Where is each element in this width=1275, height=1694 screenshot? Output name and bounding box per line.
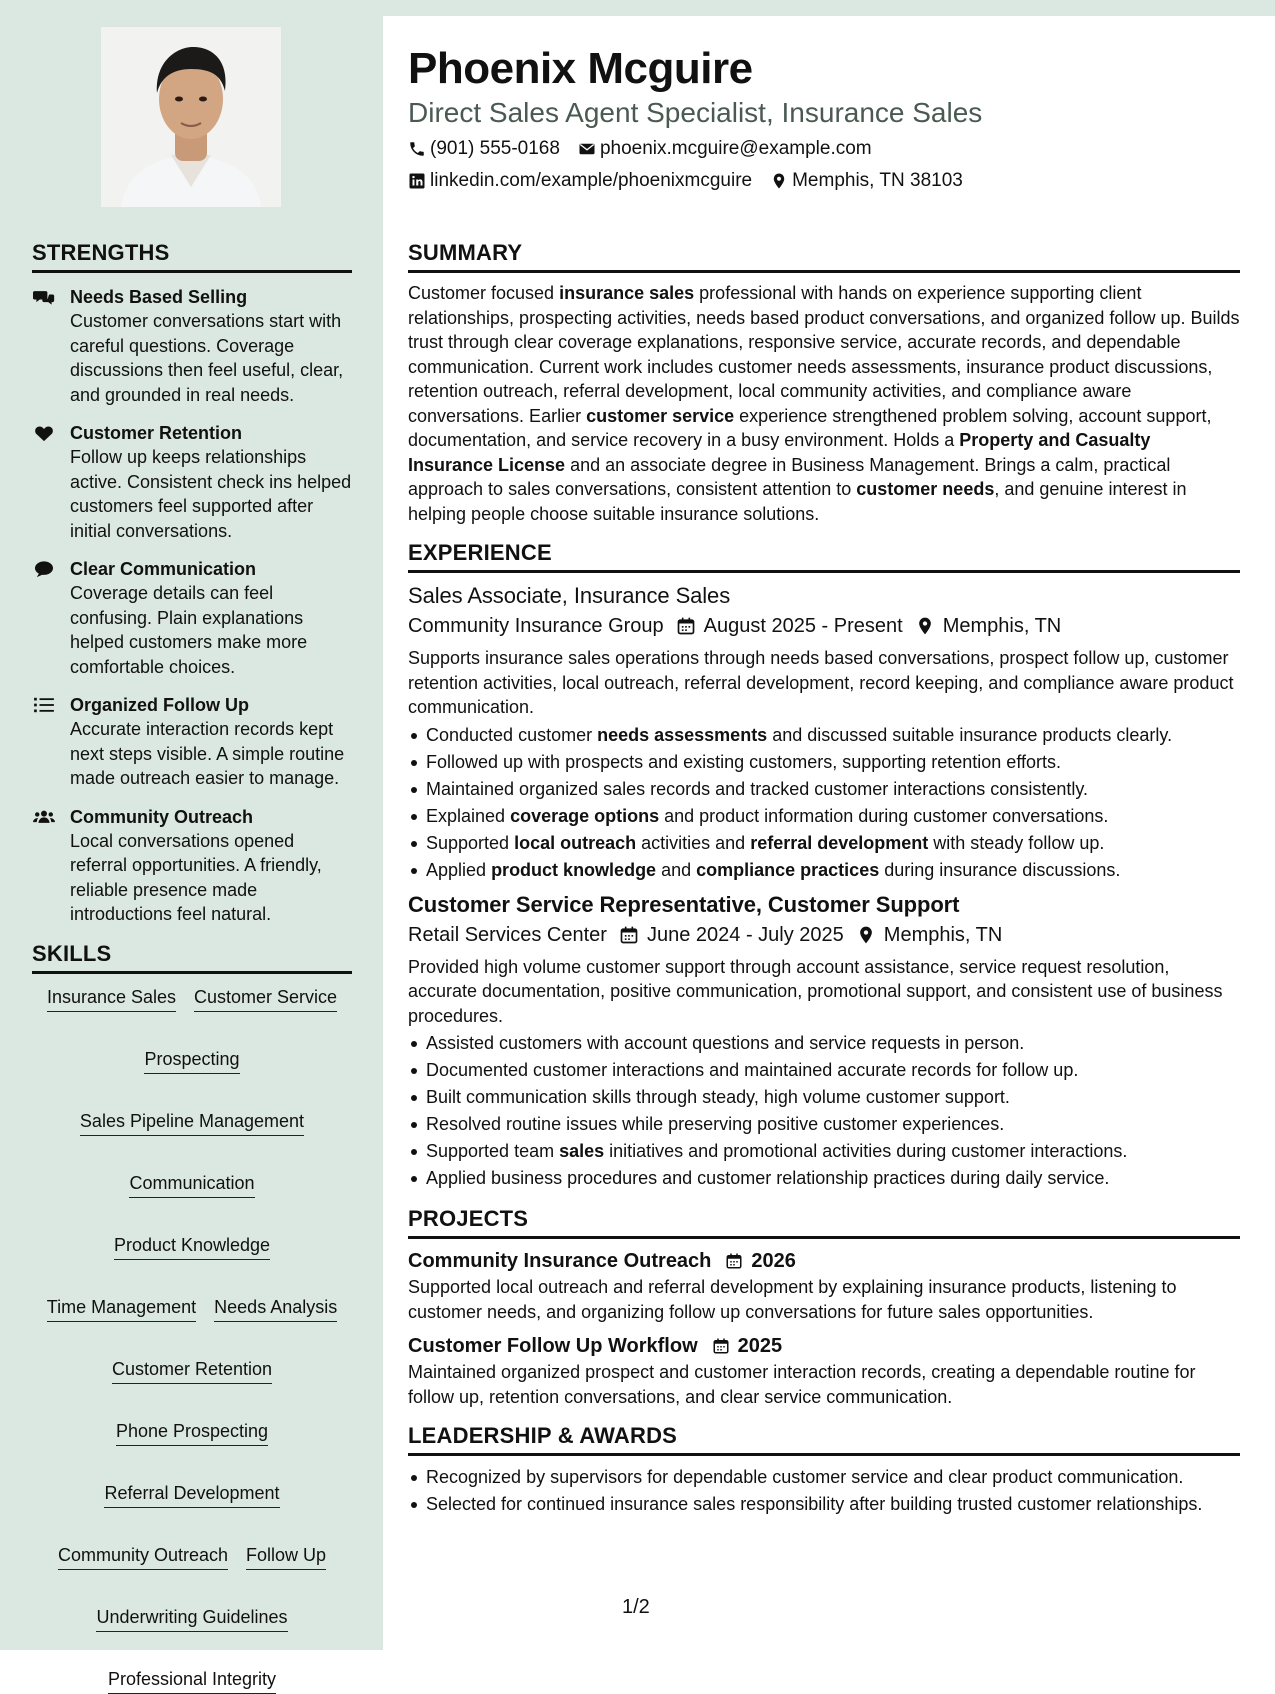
leadership-item: Selected for continued insurance sales responsibility after building trusted customer relationships. <box>408 1491 1240 1518</box>
job-description: Provided high volume customer support through account assistance, service request resolution, accurate documentation, positive communication, promotional support, and consistent use of business procedures. <box>408 956 1223 1026</box>
strength-desc: Coverage details can feel confusing. Plain explanations helped customers make more comfortable choices. <box>70 583 308 677</box>
sidebar-content <box>32 240 352 1694</box>
strength-title: Clear Communication <box>70 559 257 579</box>
bullet-item: Supported team sales initiatives and promotional activities during customer interactions. <box>408 1138 1240 1165</box>
strength-item <box>32 421 352 543</box>
skill-tag: Product Knowledge <box>114 1234 270 1260</box>
resume-header <box>408 42 1238 194</box>
strength-title: Customer Retention <box>70 423 243 443</box>
job-title: Sales Associate, Insurance Sales <box>408 583 731 608</box>
skill-tag: Referral Development <box>104 1482 279 1508</box>
phone-icon <box>408 140 426 158</box>
bullet-item: Supported local outreach activities and referral development with steady follow up. <box>408 830 1240 857</box>
map-pin-icon <box>856 925 876 945</box>
users-icon <box>32 807 56 827</box>
skill-tag: Follow Up <box>246 1544 326 1570</box>
skill-tag: Customer Retention <box>112 1358 272 1384</box>
summary-section <box>408 240 1240 526</box>
speech-bubble-icon <box>32 559 56 579</box>
bullet-item: Followed up with prospects and existing customers, supporting retention efforts. <box>408 749 1240 776</box>
strengths-heading: STRENGTHS <box>32 240 352 273</box>
job-company: Community Insurance Group <box>408 615 664 637</box>
job-location <box>856 921 1003 949</box>
profile-photo <box>101 27 281 207</box>
profile-photo-illustration <box>101 27 281 207</box>
skill-tag: Prospecting <box>144 1048 239 1074</box>
job-company: Retail Services Center <box>408 923 607 946</box>
job-location-text: Memphis, TN <box>883 923 1003 946</box>
map-pin-icon <box>770 172 788 190</box>
skills-heading: SKILLS <box>32 941 352 974</box>
job-dates-text: June 2024 - July 2025 <box>646 923 844 946</box>
envelope-icon <box>578 140 596 158</box>
projects-heading: PROJECTS <box>408 1206 1240 1239</box>
strength-item <box>32 805 352 927</box>
skill-tag: Time Management <box>47 1296 196 1322</box>
calendar-icon <box>619 925 639 945</box>
job-dates <box>676 612 903 640</box>
summary-text: Customer focused insurance sales professional with hands on experience supporting client relationships, prospecting activities, needs based product conversations, and organized follow up. Builds trust through clear coverage explanations, responsive service, accurate records, and dependable communication. Current work includes customer needs assessments, insurance product discussions, retention outreach, referral development, local community activities, and compliance aware conversations. Earlier customer service experience strengthened problem solving, account support, documentation, and service recovery in a busy environment. Holds a Property and Casualty Insurance License and an associate degree in Business Management. Brings a calm, practical approach to sales conversations, consistent attention to customer needs, and genuine interest in helping people choose suitable insurance solutions. <box>408 283 1240 524</box>
summary-heading: SUMMARY <box>408 240 1240 273</box>
strength-item <box>32 693 352 791</box>
bullet-item: Built communication skills through steady, high volume customer support. <box>408 1084 1240 1111</box>
email-text: phoenix.mcguire@example.com <box>599 138 872 159</box>
project-title-row <box>408 1247 1240 1275</box>
strength-title: Needs Based Selling <box>70 287 248 307</box>
skills-list <box>32 986 352 1694</box>
contact-row-1 <box>408 136 1238 162</box>
bullet-item: Applied product knowledge and compliance practices during insurance discussions. <box>408 857 1240 884</box>
linkedin-text: linkedin.com/example/phoenixmcguire <box>430 170 753 191</box>
phone-contact <box>408 136 560 162</box>
job-location <box>915 612 1062 640</box>
bullet-item: Applied business procedures and customer relationship practices during daily service. <box>408 1165 1240 1192</box>
bullet-item: Explained coverage options and product information during customer conversations. <box>408 803 1240 830</box>
comments-icon <box>32 287 56 307</box>
strengths-list <box>32 285 352 927</box>
heart-icon <box>32 423 56 443</box>
leadership-item: Recognized by supervisors for dependable customer service and clear product communication. <box>408 1464 1240 1491</box>
linkedin-contact[interactable] <box>408 168 752 194</box>
skill-tag: Communication <box>129 1172 254 1198</box>
leadership-heading: LEADERSHIP & AWARDS <box>408 1423 1240 1456</box>
experience-section <box>408 540 1240 1192</box>
map-pin-icon <box>915 616 935 636</box>
skill-tag: Professional Integrity <box>108 1668 276 1694</box>
calendar-icon <box>712 1337 730 1355</box>
strength-title: Community Outreach <box>70 806 254 827</box>
linkedin-icon <box>408 172 426 190</box>
strength-desc: Local conversations opened referral opportunities. A friendly, reliable presence made introductions feel natural. <box>70 830 322 924</box>
job-dates <box>619 921 844 949</box>
calendar-icon <box>725 1252 743 1270</box>
job-dates-text: August 2025 - Present <box>703 615 903 637</box>
experience-heading: EXPERIENCE <box>408 540 1240 573</box>
job-description: Supports insurance sales operations through needs based conversations, prospect follow up, customer retention activities, local outreach, referral development, record keeping, and compliance aware product communication. <box>408 648 1234 717</box>
strength-desc: Follow up keeps relationships active. Consistent check ins helped customers feel supported after initial conversations. <box>70 447 352 541</box>
project-description: Supported local outreach and referral development by explaining insurance products, listening to customer needs, and organizing follow up conversations for future sales opportunities. <box>408 1277 1177 1322</box>
project-year: 2025 <box>737 1335 783 1357</box>
skill-tag: Customer Service <box>194 986 337 1012</box>
job-bullets <box>408 1030 1240 1192</box>
skill-tag: Needs Analysis <box>214 1296 337 1322</box>
list-icon <box>32 695 56 715</box>
project-year: 2026 <box>751 1250 796 1272</box>
skill-tag: Phone Prospecting <box>116 1420 268 1446</box>
skill-tag: Underwriting Guidelines <box>96 1606 287 1632</box>
phone-text: (901) 555-0168 <box>430 138 560 159</box>
project-title: Customer Follow Up Workflow <box>408 1335 698 1357</box>
calendar-icon <box>676 616 696 636</box>
project-title-row <box>408 1332 1240 1360</box>
job-entry <box>408 890 1240 1193</box>
job-meta <box>408 612 1240 640</box>
project-title: Community Insurance Outreach <box>408 1250 712 1272</box>
leadership-bullets <box>408 1464 1240 1518</box>
strength-desc: Accurate interaction records kept next steps visible. A simple routine made outreach easier to manage. <box>70 719 345 788</box>
bullet-item: Resolved routine issues while preserving positive customer experiences. <box>408 1111 1240 1138</box>
bullet-item: Maintained organized sales records and tracked customer interactions consistently. <box>408 776 1240 803</box>
strength-item <box>32 285 352 407</box>
skill-tag: Insurance Sales <box>47 986 176 1012</box>
strength-title: Organized Follow Up <box>70 695 249 715</box>
bullet-item: Conducted customer needs assessments and discussed suitable insurance products clearly. <box>408 722 1240 749</box>
main-content <box>408 240 1240 1532</box>
strength-item <box>32 557 352 679</box>
bullet-item: Documented customer interactions and maintained accurate records for follow up. <box>408 1057 1240 1084</box>
job-entry <box>408 581 1240 884</box>
job-bullets <box>408 722 1240 884</box>
job-title: Customer Service Representative, Customer Support <box>408 891 960 917</box>
project-description: Maintained organized prospect and customer interaction records, creating a dependable routine for follow up, retention conversations, and clear service communication. <box>408 1362 1196 1407</box>
project-entry <box>408 1332 1240 1409</box>
candidate-role: Direct Sales Agent Specialist, Insurance Sales <box>408 97 983 128</box>
leadership-section <box>408 1423 1240 1518</box>
skill-tag: Sales Pipeline Management <box>80 1110 304 1136</box>
project-entry <box>408 1247 1240 1324</box>
bullet-item: Assisted customers with account questions and service requests in person. <box>408 1030 1240 1057</box>
projects-section <box>408 1206 1240 1409</box>
location-contact <box>770 168 963 194</box>
top-band <box>0 0 1275 16</box>
skill-tag: Community Outreach <box>58 1544 228 1570</box>
candidate-name: Phoenix Mcguire <box>408 44 753 93</box>
job-meta <box>408 921 1240 949</box>
location-text: Memphis, TN 38103 <box>792 170 963 191</box>
contact-row-2 <box>408 168 1238 194</box>
page-number: 1/2 <box>622 1596 650 1618</box>
job-location-text: Memphis, TN <box>942 615 1062 637</box>
strength-desc: Customer conversations start with careful questions. Coverage discussions then feel useful, clear, and grounded in real needs. <box>70 311 344 405</box>
email-contact[interactable] <box>578 136 872 162</box>
